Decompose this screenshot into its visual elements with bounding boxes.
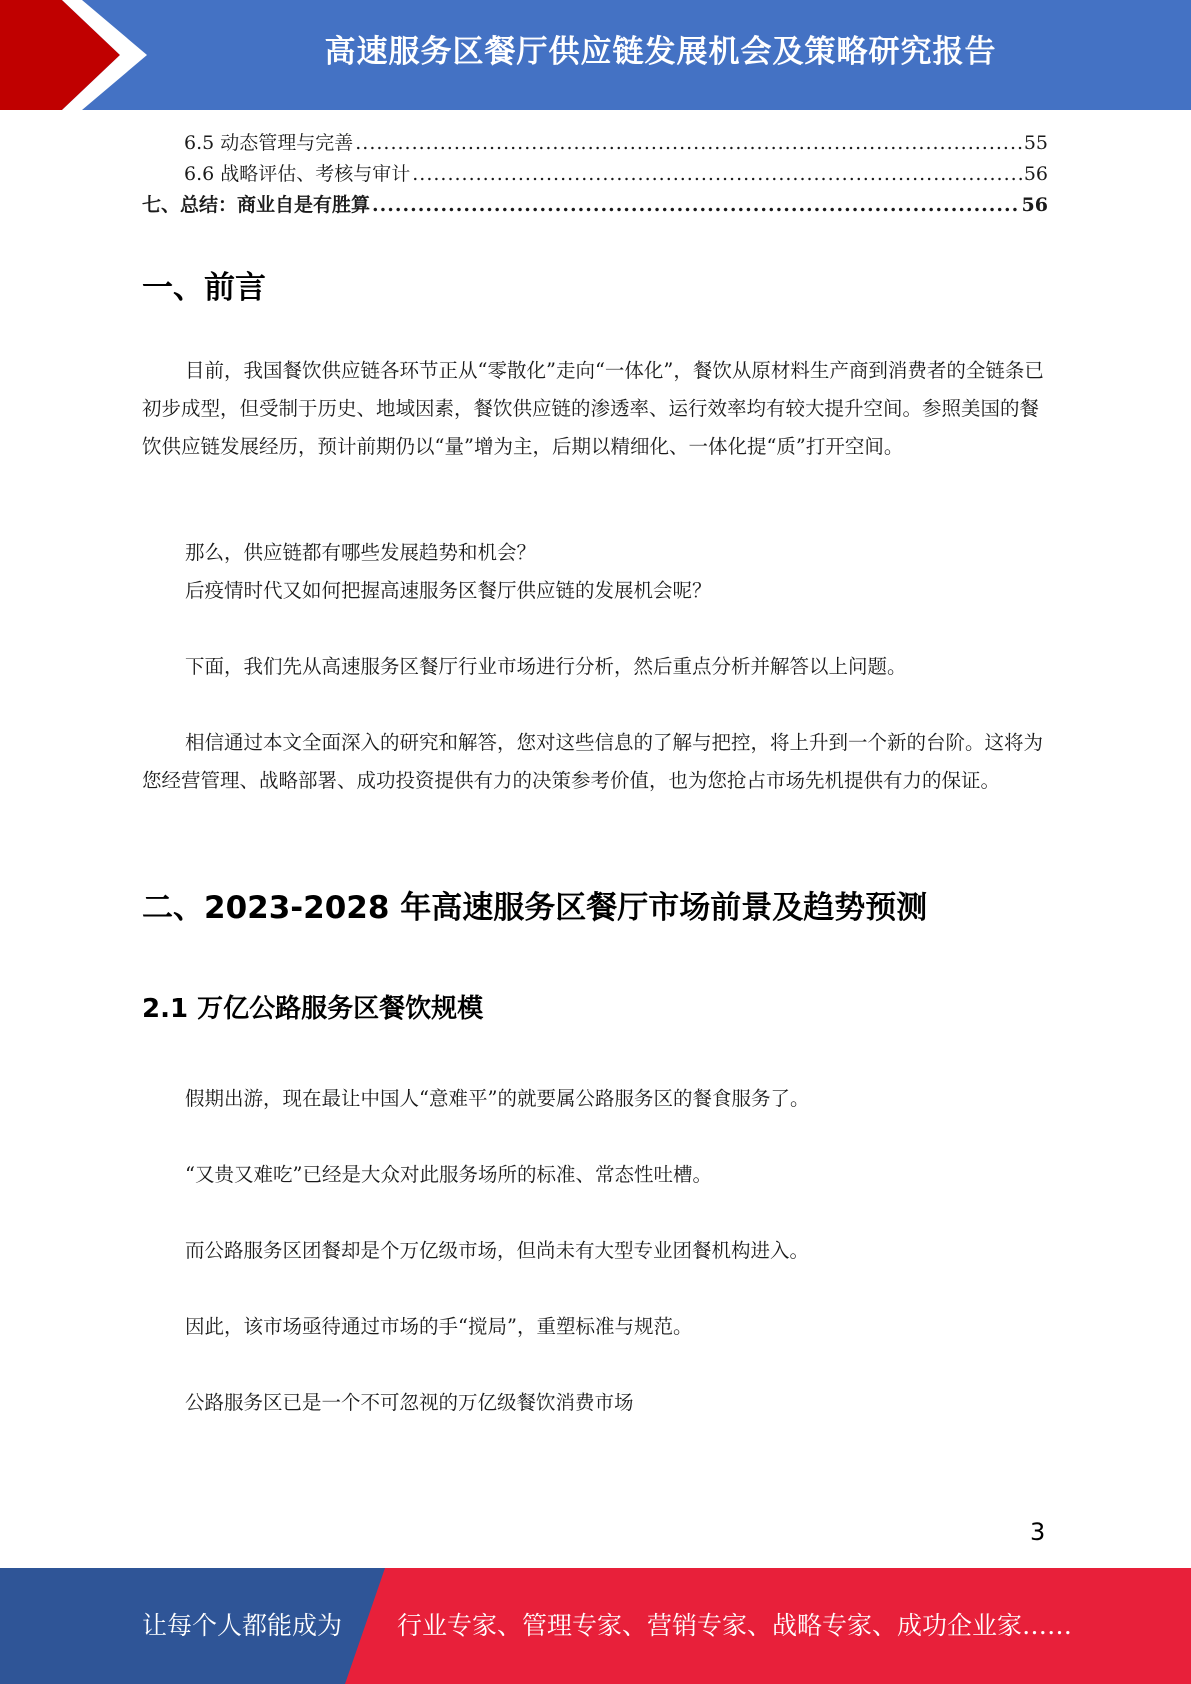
- toc-entry[interactable]: [142, 190, 1048, 221]
- footer-slogan-left: 让每个人都能成为: [142, 1611, 343, 1640]
- preface-question: 后疫情时代又如何把握高速服务区餐厅供应链的发展机会呢？: [185, 579, 712, 602]
- body-line: 而公路服务区团餐却是个万亿级市场，但尚未有大型专业团餐机构进入。: [185, 1239, 810, 1262]
- toc-entry-page: 56: [1023, 163, 1048, 185]
- section-heading-preface: 一、前言: [142, 270, 266, 306]
- preface-question: 那么，供应链都有哪些发展趋势和机会？: [185, 541, 537, 564]
- body-line: “又贵又难吃”已经是大众对此服务场所的标准、常态性吐槽。: [185, 1163, 712, 1186]
- subsection-heading: 2.1 万亿公路服务区餐饮规模: [142, 994, 484, 1024]
- toc-entry-page: 55: [1023, 132, 1048, 154]
- toc-entry-label: 6.5 动态管理与完善: [184, 132, 354, 154]
- toc-leader-dots: [372, 194, 1020, 216]
- table-of-contents: [142, 128, 1048, 221]
- body-line: 因此，该市场亟待通过市场的手“搅局”，重塑标准与规范。: [185, 1315, 693, 1338]
- toc-entry[interactable]: [142, 159, 1048, 190]
- toc-entry-page: 56: [1021, 194, 1048, 216]
- footer-slogan-right: 行业专家、管理专家、营销专家、战略专家、成功企业家……: [397, 1611, 1073, 1640]
- header-arrow-decoration: [0, 0, 160, 110]
- toc-leader-dots: [355, 132, 1022, 154]
- body-line: 假期出游，现在最让中国人“意难平”的就要属公路服务区的餐食服务了。: [185, 1087, 810, 1110]
- toc-leader-dots: [412, 163, 1022, 185]
- toc-entry-label: 七、总结：商业自是有胜算: [142, 194, 371, 216]
- toc-entry-label: 6.6 战略评估、考核与审计: [184, 163, 411, 185]
- report-title: 高速服务区餐厅供应链发展机会及策略研究报告: [324, 34, 997, 70]
- preface-paragraph: 目前，我国餐饮供应链各环节正从“零散化”走向“一体化”，餐饮从原材料生产商到消费者的全链条已初步成型，但受制于历史、地域因素，餐饮供应链的渗透率、运行效率均有较大提升空间。参照美国的餐饮供应链发展经历，预计前期仍以“量”增为主，后期以精细化、一体化提“质”打开空间。: [142, 359, 1044, 458]
- page-footer: [0, 1568, 1191, 1684]
- preface-paragraph: 相信通过本文全面深入的研究和解答，您对这些信息的了解与把控，将上升到一个新的台阶。这将为您经营管理、战略部署、成功投资提供有力的决策参考价值，也为您抢占市场先机提供有力的保证。: [142, 731, 1044, 792]
- body-line: 公路服务区已是一个不可忽视的万亿级餐饮消费市场: [185, 1391, 634, 1414]
- section-heading-market-outlook: 二、2023-2028 年高速服务区餐厅市场前景及趋势预测: [142, 890, 928, 926]
- preface-paragraph: 下面，我们先从高速服务区餐厅行业市场进行分析，然后重点分析并解答以上问题。: [185, 655, 907, 678]
- page-header: [0, 0, 1191, 110]
- page-number: 3: [1030, 1518, 1046, 1546]
- toc-entry[interactable]: [142, 128, 1048, 159]
